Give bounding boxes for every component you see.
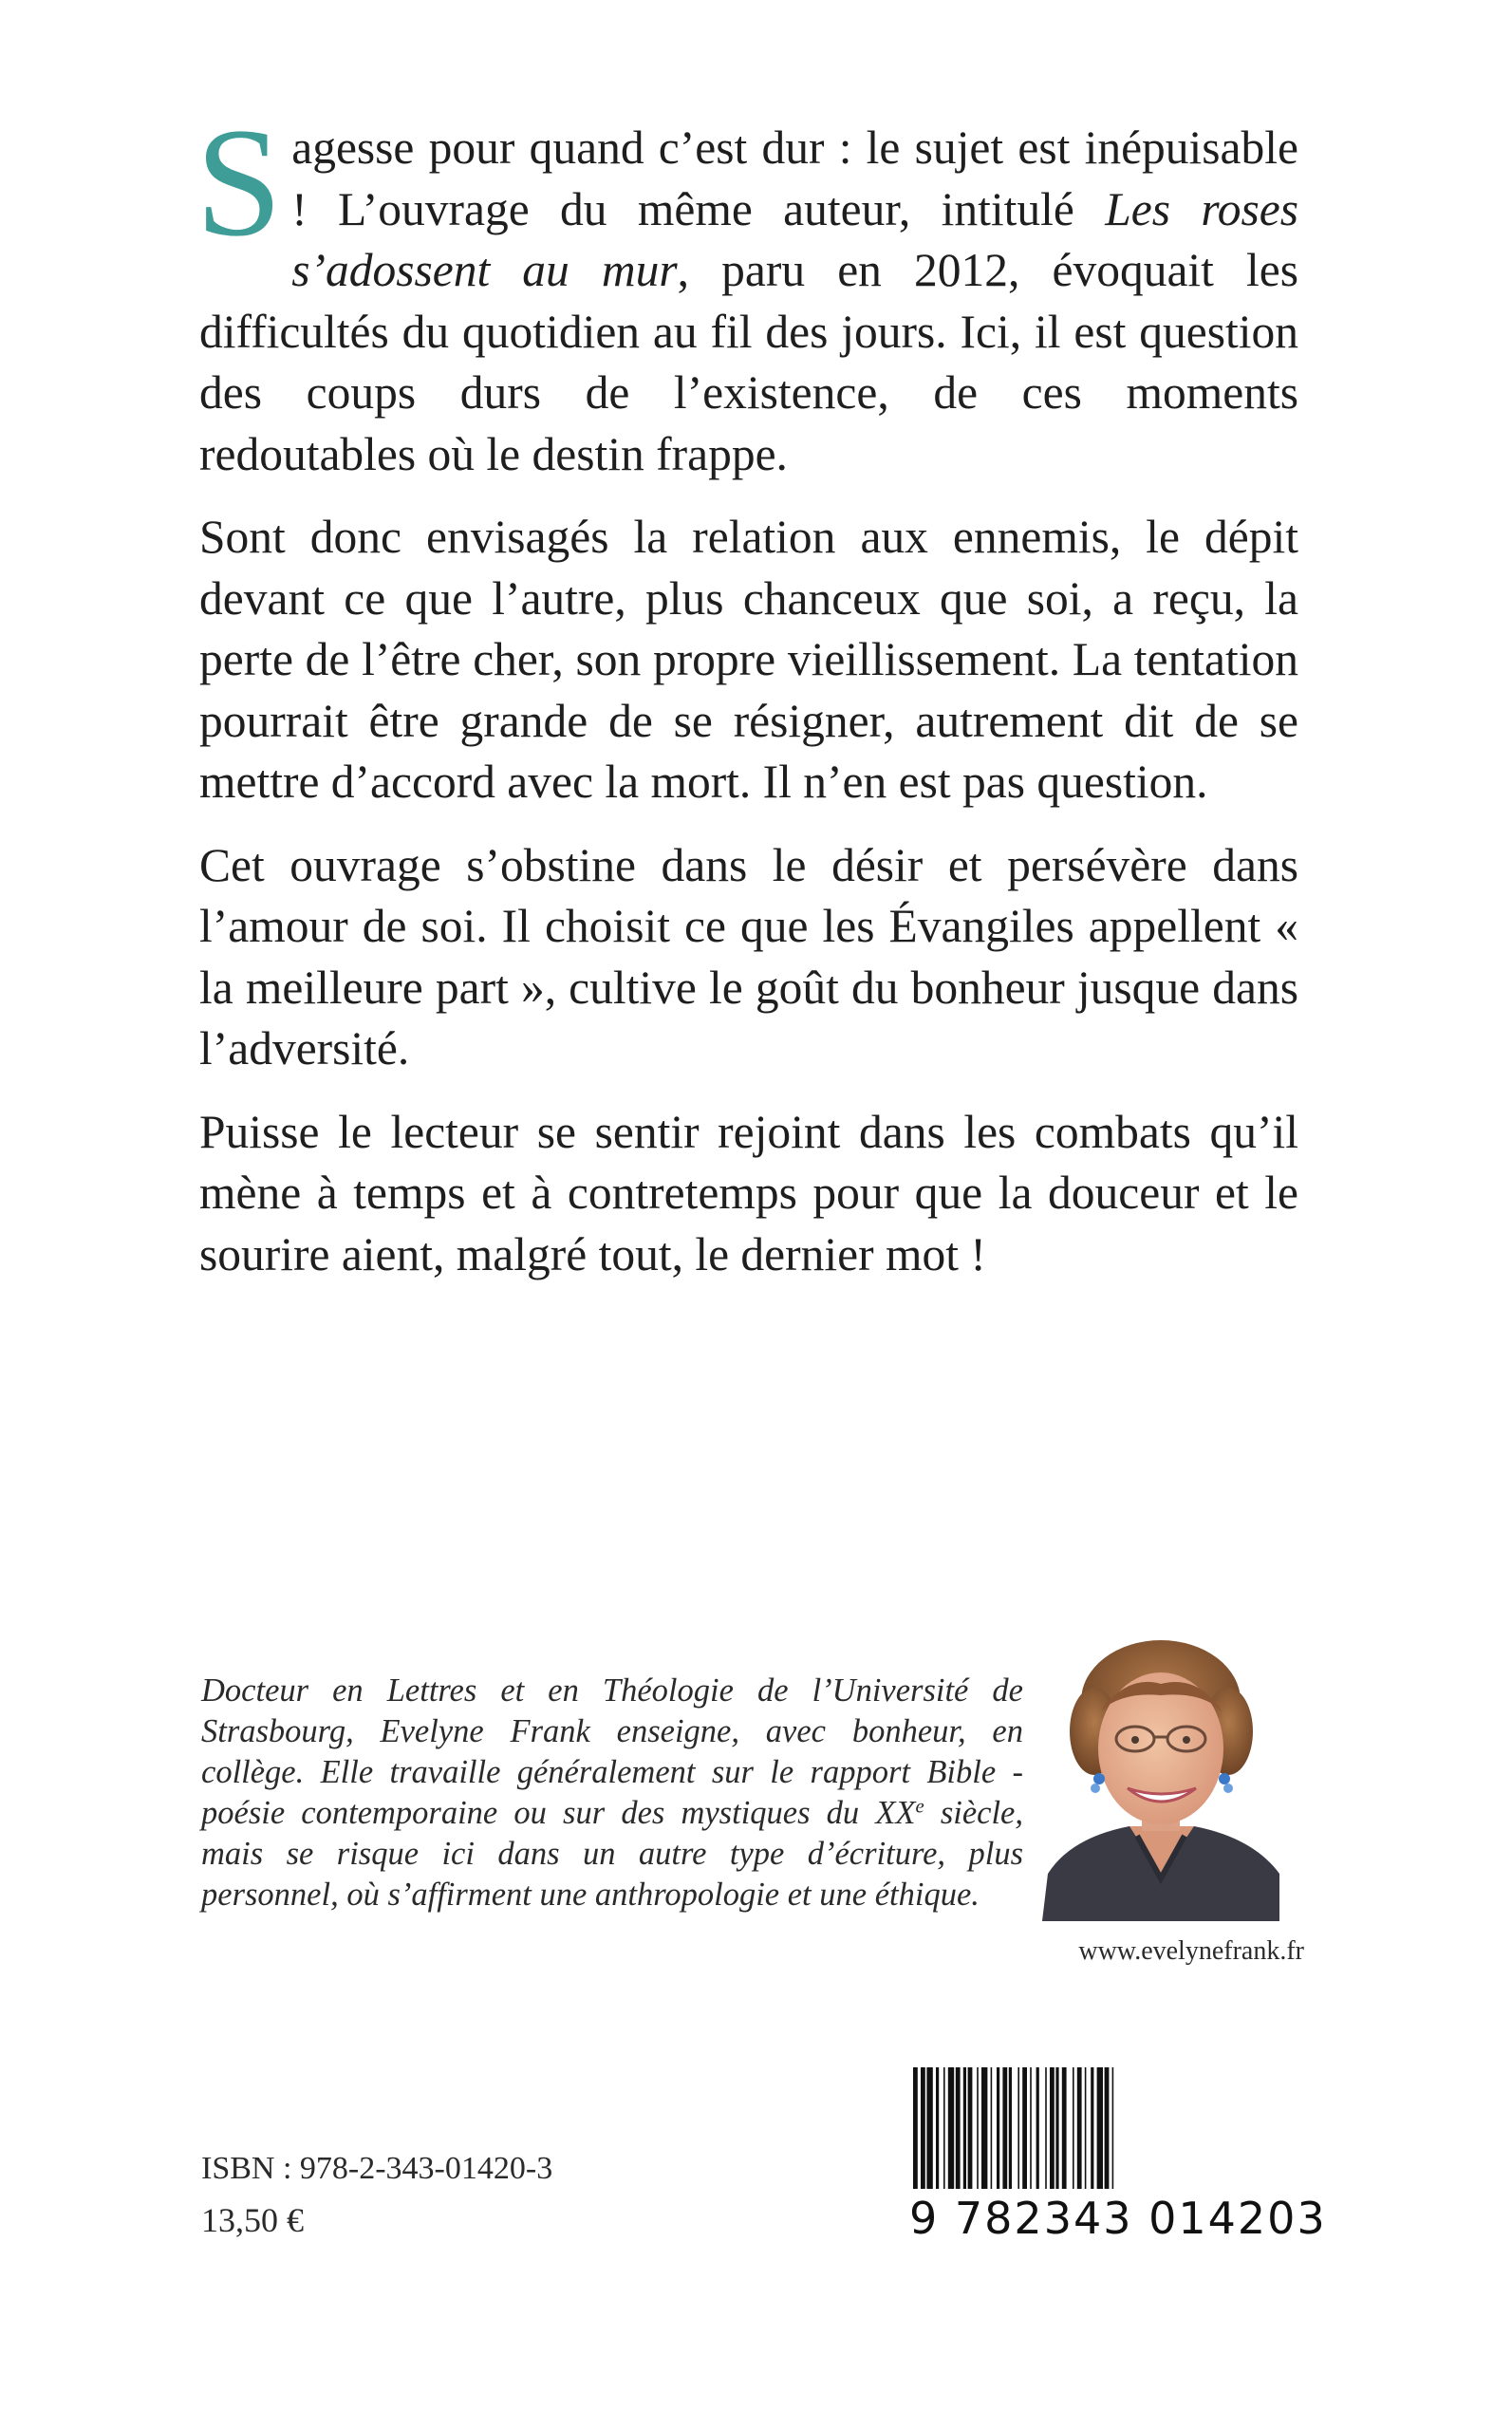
barcode-bar [921,2067,925,2189]
barcode-bar [1045,2067,1047,2189]
barcode-bar [943,2067,945,2189]
paragraph-1 [196,97,1298,485]
barcode-bar [963,2067,966,2189]
isbn: ISBN : 978-2-343-01420-3 [201,2151,553,2186]
barcode-bar [1085,2067,1087,2189]
barcode-bar [1091,2067,1093,2189]
barcode-bar [1017,2067,1019,2189]
barcode-bar [1073,2067,1074,2189]
barcode-bar [1036,2067,1039,2189]
paragraph-4: Puisse le lecteur se sentir rejoint dans les combats qu’il mène à temps et à contretemps pour que la douceur et le sourire aient, malgré tout, le dernier mot ! [199,1105,1298,1280]
book-title-reference: Les roses s’adossent au mur [291,182,1298,296]
barcode-bar [1030,2067,1032,2189]
price: 13,50 € [201,2201,304,2239]
barcode-bar [997,2067,999,2189]
barcode-icon [909,2067,1300,2189]
barcode-bar [1009,2067,1012,2189]
author-bio-text-b: siècle, mais se risque ici dans un autre type d’écriture, plus personnel, où s’affirment une anthropologie et une éthique. [201,1795,1023,1913]
barcode-bar [1112,2067,1114,2189]
barcode-bar [968,2067,973,2189]
barcode-bar [977,2067,979,2189]
barcode-bar [1062,2067,1067,2189]
author-bio [201,1671,1023,1915]
paragraph-1-text-a: agesse pour quand c’est dur : le sujet est inépuisable ! L’ouvrage du même auteur, intitulé [291,121,1298,235]
barcode-bar [913,2067,918,2189]
paragraph-1-text-b: , paru en 2012, évoquait les difficultés du quotidien au fil des jours. Ici, il est question des coups durs de l’existence, de ces moments redoutables où le destin frappe. [199,244,1298,480]
drop-cap: S [196,97,283,269]
paragraph-2: Sont donc envisagés la relation aux ennemis, le dépit devant ce que l’autre, plus chanceux que soi, a reçu, la perte de l’être cher, son propre vieillissement. La tentation pourrait être grande de se résigner, autrement dit de se mettre d’accord avec la mort. Il n’en est pas question. [199,511,1298,808]
barcode-bar [936,2067,939,2189]
author-photo [1042,1636,1279,1921]
barcode-bar [991,2067,993,2189]
barcode-bar [956,2067,961,2189]
barcode-bar [1077,2067,1082,2189]
barcode-bar [926,2067,932,2189]
barcode-bar [948,2067,954,2189]
paragraph-3: Cet ouvrage s’obstine dans le désir et persévère dans l’amour de soi. Il choisit ce que les Évangiles appellent « la meilleure part », cultive le goût du bonheur jusque dans l’adversité. [199,838,1298,1074]
barcode-bar [1105,2067,1110,2189]
barcode-bar [1002,2067,1007,2189]
barcode-bar [1097,2067,1103,2189]
barcode-bar [1022,2067,1027,2189]
barcode-digits: 9 782343 014203 [909,2193,1327,2244]
superscript-e: e [915,1796,924,1818]
back-cover-text [196,97,1298,1307]
barcode-bar [1050,2067,1055,2189]
author-portrait-image [1042,1636,1279,1921]
author-bio-text-a: Docteur en Lettres et en Théologie de l’Université de Strasbourg, Evelyne Frank enseigne, avec bonheur, en collège. Elle travaille généralement sur le rapport Bible - poésie contemporaine ou sur des mystiques du XX [201,1672,1023,1831]
barcode-bar [1055,2067,1058,2189]
barcode-bar [981,2067,987,2189]
author-website: www.evelynefrank.fr [1078,1936,1304,1966]
